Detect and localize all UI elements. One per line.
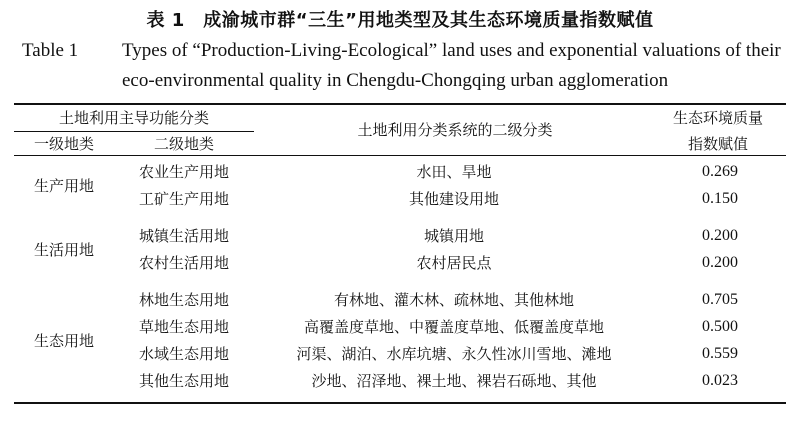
sub-category: 农村生活用地 xyxy=(138,254,229,272)
index-value: 0.200 xyxy=(702,227,738,244)
land-classes: 沙地、沼泽地、裸土地、裸岩石砾地、其他 xyxy=(311,372,597,390)
group-name: 生产用地 xyxy=(33,177,94,195)
land-classes: 高覆盖度草地、中覆盖度草地、低覆盖度草地 xyxy=(303,318,604,336)
header-system: 土地利用分类系统的二级分类 xyxy=(357,121,553,139)
land-classes: 河渠、湖泊、水库坑塘、永久性冰川雪地、滩地 xyxy=(296,345,612,363)
index-value: 0.200 xyxy=(702,254,738,271)
header-level2: 二级地类 xyxy=(153,135,214,153)
header-group: 土地利用主导功能分类 xyxy=(58,109,209,127)
sub-category: 工矿生产用地 xyxy=(138,190,229,208)
land-classes: 其他建设用地 xyxy=(408,190,499,208)
index-value: 0.023 xyxy=(702,372,738,389)
sub-category: 农业生产用地 xyxy=(138,163,229,181)
group-name: 生活用地 xyxy=(33,241,94,259)
index-value: 0.150 xyxy=(702,190,738,207)
index-value: 0.269 xyxy=(702,163,738,180)
index-value: 0.559 xyxy=(702,345,738,362)
land-classes: 水田、旱地 xyxy=(416,163,492,181)
table-label-en: Table 1 xyxy=(22,40,79,61)
sub-category: 水域生态用地 xyxy=(138,345,229,363)
header-index-line1: 生态环境质量 xyxy=(672,109,763,127)
sub-category: 林地生态用地 xyxy=(138,291,229,309)
group-name: 生态用地 xyxy=(33,332,94,350)
sub-category: 城镇生活用地 xyxy=(138,227,229,245)
header-level1: 一级地类 xyxy=(33,135,94,153)
header-index-line2: 指数赋值 xyxy=(687,135,748,153)
land-classes: 城镇用地 xyxy=(423,227,484,245)
land-classes: 有林地、灌木林、疏林地、其他林地 xyxy=(333,291,574,309)
bottom-rule xyxy=(14,402,786,404)
top-rule xyxy=(14,103,786,105)
land-classes: 农村居民点 xyxy=(416,254,492,272)
header-rule xyxy=(14,155,786,156)
table-caption-en-text: Types of “Production-Living-Ecological” land uses and exponential valuations of their eco-environmental quality in Chengdu-Chongqing urban agglomeration xyxy=(122,40,781,91)
index-value: 0.500 xyxy=(702,318,738,335)
sub-category: 其他生态用地 xyxy=(138,372,229,390)
table-caption-cn: 表 1 成渝城市群“三生”用地类型及其生态环境质量指数赋值 xyxy=(146,10,654,31)
index-value: 0.705 xyxy=(702,291,738,308)
group-header-rule xyxy=(14,131,254,132)
table-caption-en xyxy=(22,36,782,96)
sub-category: 草地生态用地 xyxy=(138,318,229,336)
